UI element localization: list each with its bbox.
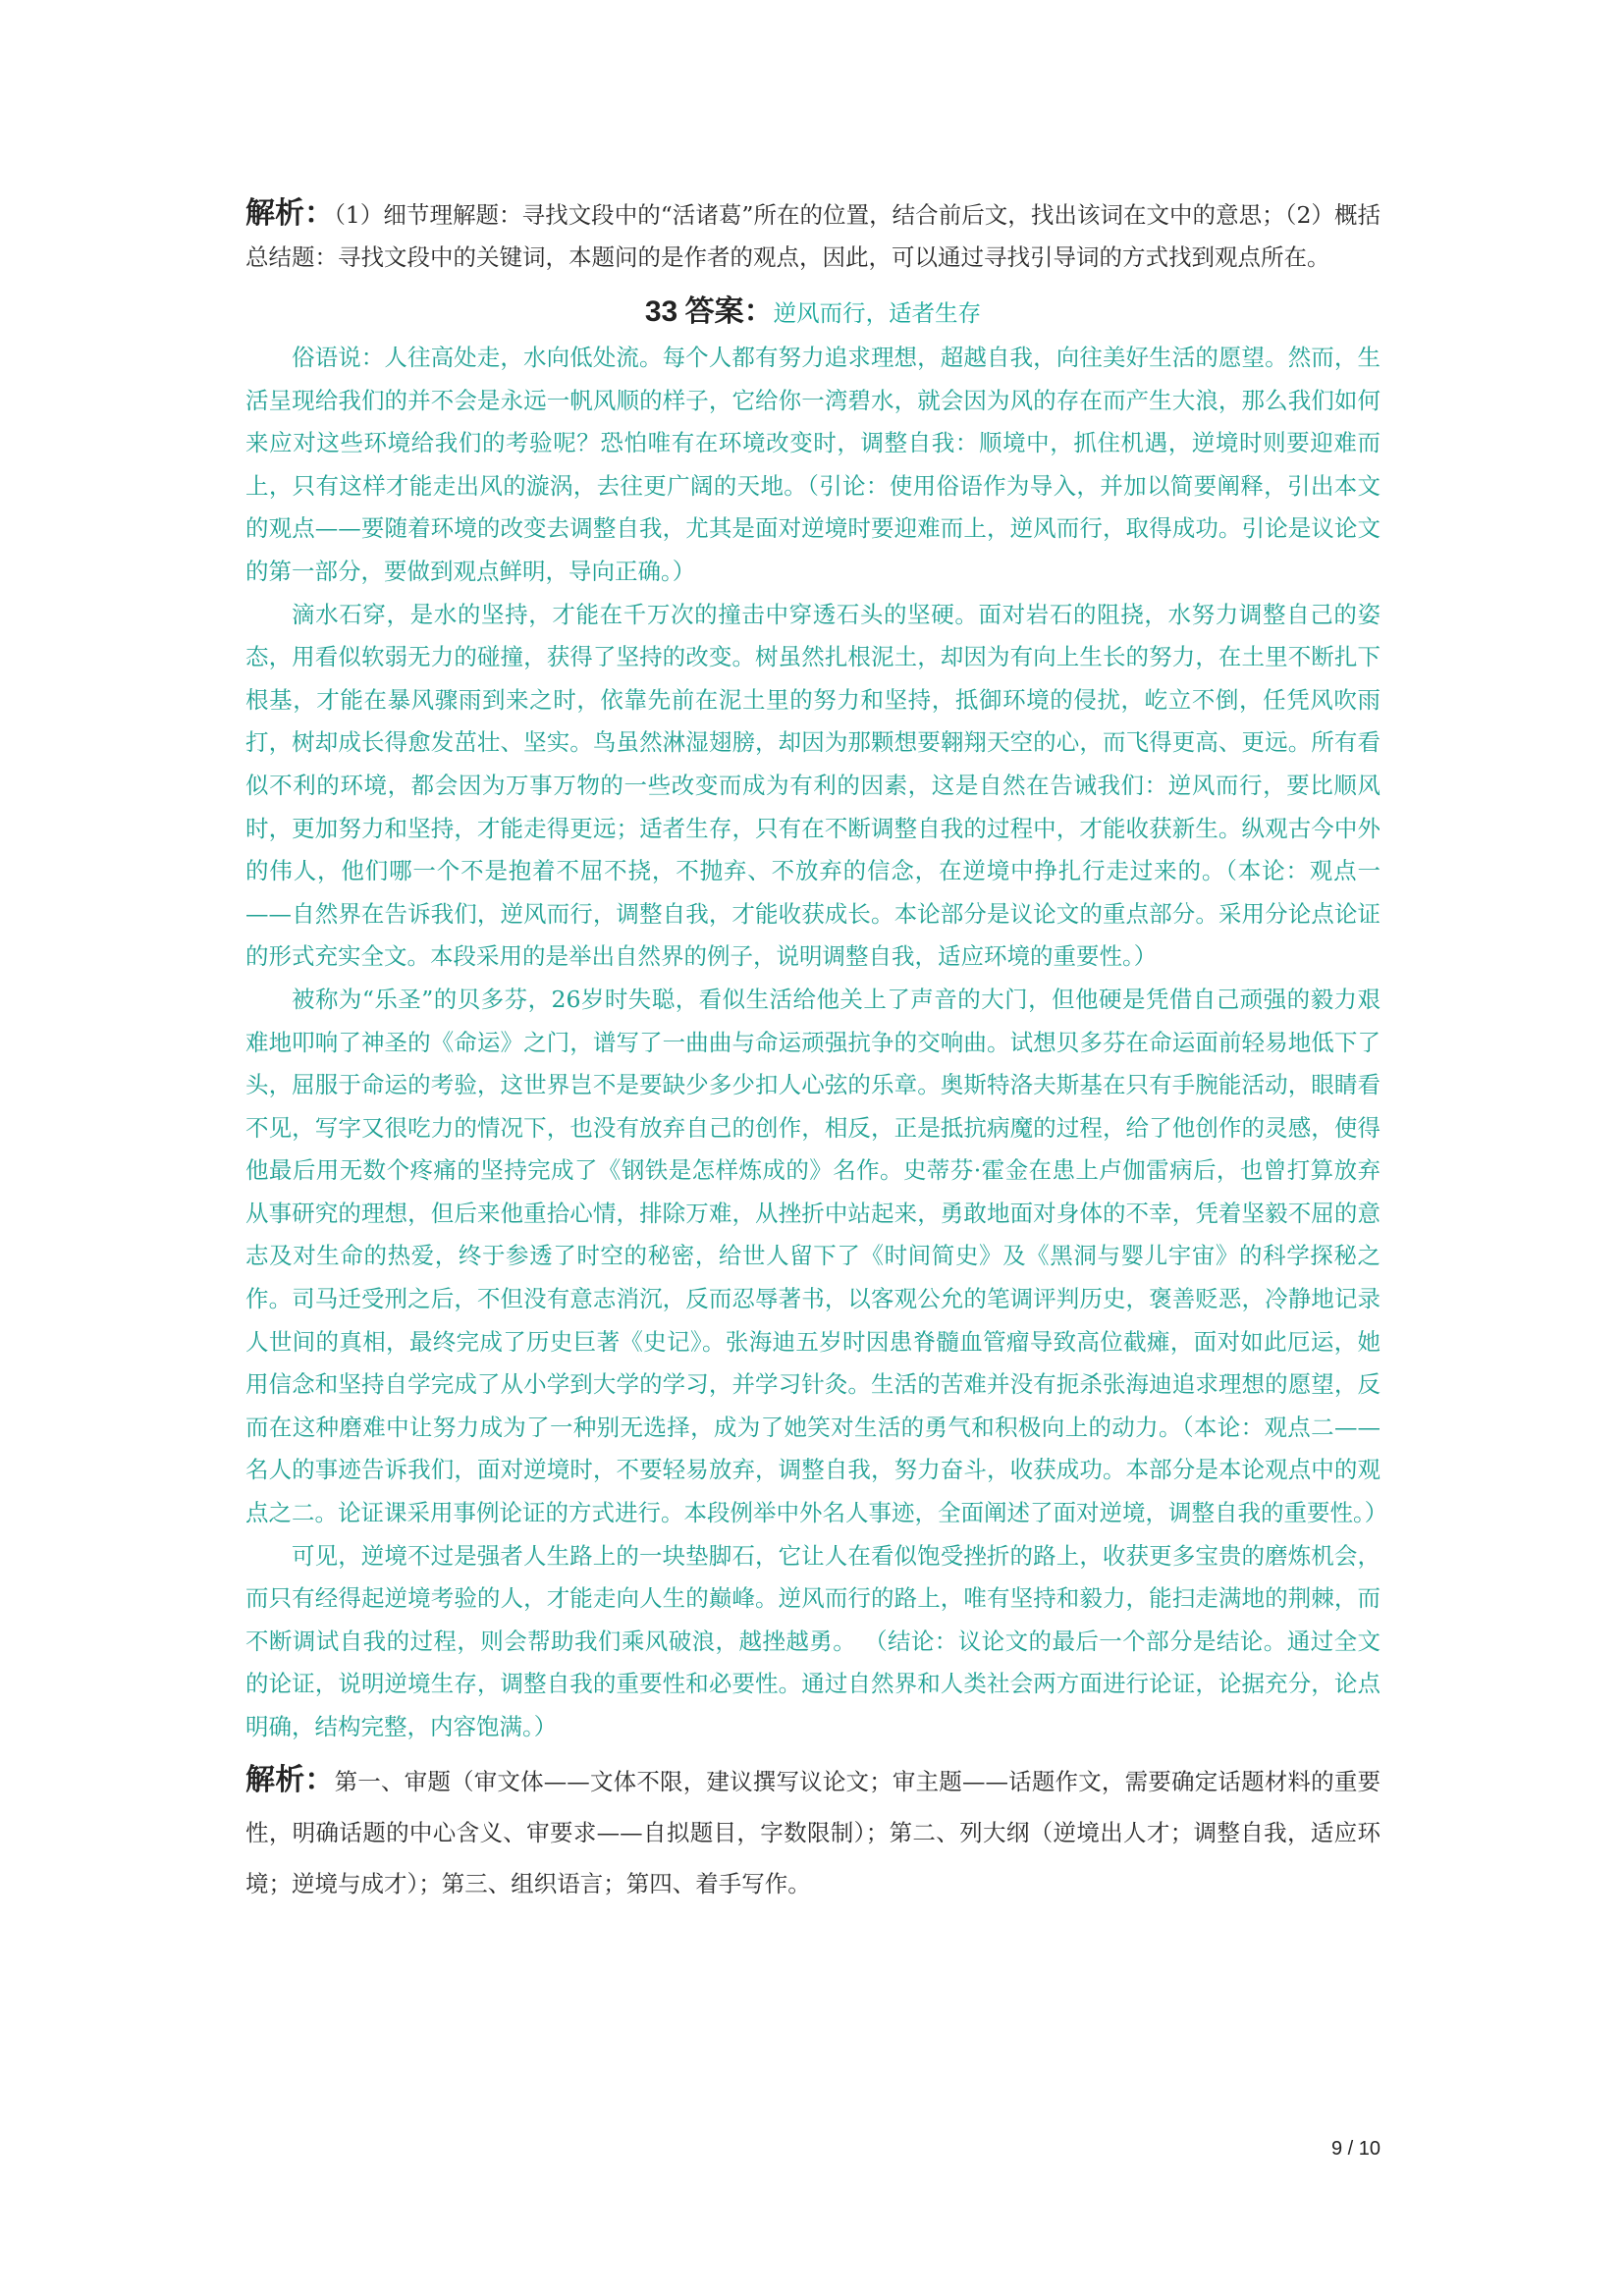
question-number: 33 [644,295,678,328]
essay-body [245,337,1388,1749]
essay-paragraph-4: 可见，逆境不过是强者人生路上的一块垫脚石，它让人在看似饱受挫折的路上，收获更多宝贵的磨炼机会，而只有经得起逆境考验的人，才能走向人生的巅峰。逆风而行的路上，唯有坚持和毅力，能扫走满地的荆棘，而不断调试自我的过程，则会帮助我们乘风破浪，越挫越勇。 （结论：议论文的最后一个部分是结论。通过全文的论证，说明逆境生存，调整自我的重要性和必要性。通过自然界和人类社会两方面进行论证，论据充分，论点明确，结构完整，内容饱满。） [245,1541,1380,1740]
essay-paragraph-1: 俗语说：人往高处走，水向低处流。每个人都有努力追求理想，超越自我，向往美好生活的愿望。然而，生活呈现给我们的并不会是永远一帆风顺的样子，它给你一湾碧水，就会因为风的存在而产生大浪，那么我们如何来应对这些环境给我们的考验呢？恐怕唯有在环境改变时，调整自我：顺境中，抓住机遇，逆境时则要迎难而上，只有这样才能走出风的漩涡，去往更广阔的天地。（引论：使用俗语作为导入，并加以简要阐释，引出本文的观点——要随着环境的改变去调整自我，尤其是面对逆境时要迎难而上，逆风而行，取得成功。引论是议论文的第一部分，要做到观点鲜明，导向正确。） [245,344,1380,585]
page-number: 9 / 10 [1330,2138,1380,2160]
analysis-label-bottom: 解析： [245,1763,335,1796]
essay-paragraph-3: 被称为“乐圣”的贝多芬，26岁时失聪，看似生活给他关上了声音的大门，但他硬是凭借自己顽强的毅力艰难地叩响了神圣的《命运》之门，谱写了一曲曲与命运顽强抗争的交响曲。试想贝多芬在命运面前轻易地低下了头，屈服于命运的考验，这世界岂不是要缺少多少扣人心弦的乐章。奥斯特洛夫斯基在只有手腕能活动，眼睛看不见，写字又很吃力的情况下，也没有放弃自己的创作，相反，正是抵抗病魔的过程，给了他创作的灵感，使得他最后用无数个疼痛的坚持完成了《钢铁是怎样炼成的》名作。史蒂芬·霍金在患上卢伽雷病后，也曾打算放弃从事研究的理想，但后来他重拾心情，排除万难，从挫折中站起来，勇敢地面对身体的不幸，凭着坚毅不屈的意志及对生命的热爱，终于参透了时空的秘密，给世人留下了《时间简史》及《黑洞与婴儿宇宙》的科学探秘之作。司马迁受刑之后，不但没有意志消沉，反而忍辱著书，以客观公允的笔调评判历史，褒善贬恶，冷静地记录人世间的真相，最终完成了历史巨著《史记》。张海迪五岁时因患脊髓血管瘤导致高位截瘫，面对如此厄运，她用信念和坚持自学完成了从小学到大学的学习，并学习针灸。生活的苦难并没有扼杀张海迪追求理想的愿望，反而在这种磨难中让努力成为了一种别无选择，成为了她笑对生活的勇气和积极向上的动力。（本论：观点二——名人的事迹告诉我们，面对逆境时，不要轻易放弃，调整自我，努力奋斗，收获成功。本部分是本论观点中的观点之二。论证课采用事例论证的方式进行。本段例举中外名人事迹，全面阐述了面对逆境，调整自我的重要性。） [245,985,1388,1527]
analysis-section-top [245,192,1380,279]
analysis-section-bottom [245,1755,1380,1909]
answer-heading [245,291,1380,335]
essay-title: 逆风而行，适者生存 [773,299,982,327]
page-content [245,192,1388,1909]
analysis-text: （1）细节理解题：寻找文段中的“活诸葛”所在的位置，结合前后文，找出该词在文中的意思；（2）概括总结题：寻找文段中的关键词，本题问的是作者的观点，因此，可以通过寻找引导词的方式找到观点所在。 [245,201,1380,271]
analysis-label: 解析： [245,197,335,230]
essay-paragraph-2: 滴水石穿，是水的坚持，才能在千万次的撞击中穿透石头的坚硬。面对岩石的阻挠，水努力调整自己的姿态，用看似软弱无力的碰撞，获得了坚持的改变。树虽然扎根泥土，却因为有向上生长的努力，在土里不断扎下根基，才能在暴风骤雨到来之时，依靠先前在泥土里的努力和坚持，抵御环境的侵扰，屹立不倒，任凭风吹雨打，树却成长得愈发茁壮、坚实。鸟虽然淋湿翅膀，却因为那颗想要翱翔天空的心，而飞得更高、更远。所有看似不利的环境，都会因为万事万物的一些改变而成为有利的因素，这是自然在告诫我们：逆风而行，要比顺风时，更加努力和坚持，才能走得更远；适者生存，只有在不断调整自我的过程中，才能收获新生。纵观古今中外的伟人，他们哪一个不是抱着不屈不挠，不抛弃、不放弃的信念，在逆境中挣扎行走过来的。（本论：观点一——自然界在告诉我们，逆风而行，调整自我，才能收获成长。本论部分是议论文的重点部分。采用分论点论证的形式充实全文。本段采用的是举出自然界的例子，说明调整自我，适应环境的重要性。） [245,600,1380,971]
analysis-text-bottom: 第一、审题（审文体——文体不限，建议撰写议论文；审主题——话题作文，需要确定话题材料的重要性，明确话题的中心含义、审要求——自拟题目，字数限制）；第二、列大纲（逆境出人才；调整自我，适应环境；逆境与成才）；第三、组织语言；第四、着手写作。 [245,1767,1381,1897]
answer-label: 答案： [684,294,774,329]
